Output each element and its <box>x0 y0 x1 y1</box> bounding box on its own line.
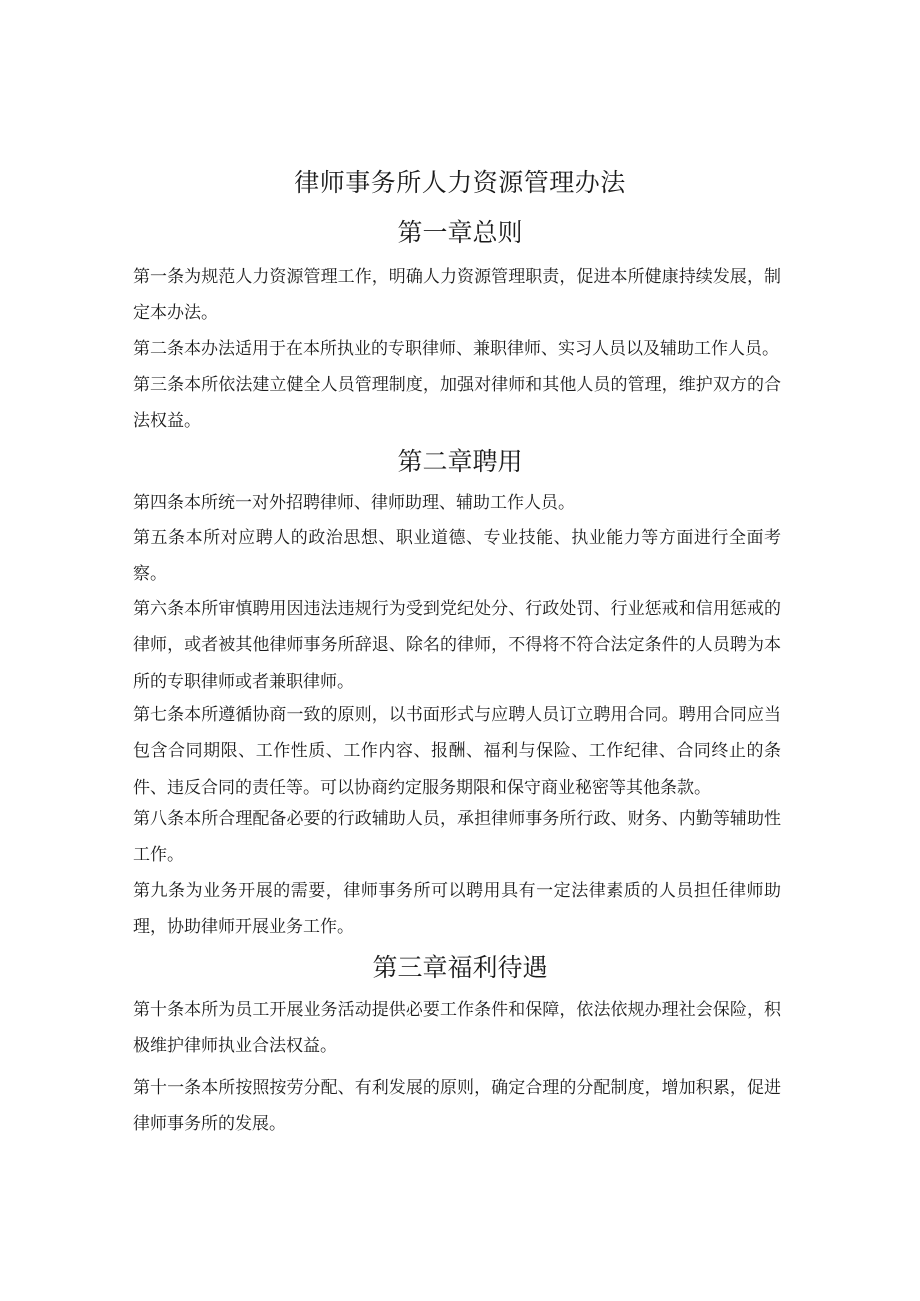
document-title: 律师事务所人力资源管理办法 <box>294 168 626 197</box>
article-paragraph: 第五条本所对应聘人的政治思想、职业道德、专业技能、执业能力等方面进行全面考察。 <box>133 528 781 585</box>
article-paragraph: 第六条本所审慎聘用因违法违规行为受到党纪处分、行政处罚、行业惩戒和信用惩戒的律师，或者被其他律师事务所辞退、除名的律师，不得将不符合法定条件的人员聘为本所的专职律师或者兼职律师。 <box>133 599 781 692</box>
article-paragraph: 第七条本所遵循协商一致的原则，以书面形式与应聘人员订立聘用合同。聘用合同应当包含合同期限、工作性质、工作内容、报酬、福利与保险、工作纪律、合同终止的条件、违反合同的责任等。可以协商约定服务期限和保守商业秘密等其他条款。 <box>133 705 781 798</box>
article-paragraph: 第三条本所依法建立健全人员管理制度，加强对律师和其他人员的管理，维护双方的合法权益。 <box>133 375 781 432</box>
article-paragraph: 第一条为规范人力资源管理工作，明确人力资源管理职责，促进本所健康持续发展，制定本办法。 <box>133 267 781 324</box>
chapter-heading: 第三章福利待遇 <box>372 953 548 982</box>
article-paragraph: 第二条本办法适用于在本所执业的专职律师、兼职律师、实习人员以及辅助工作人员。 <box>133 339 779 359</box>
chapter-heading: 第二章聘用 <box>397 447 523 476</box>
article-paragraph: 第四条本所统一对外招聘律师、律师助理、辅助工作人员。 <box>133 493 575 513</box>
article-paragraph: 第十一条本所按照按劳分配、有利发展的原则，确定合理的分配制度，增加积累，促进律师事务所的发展。 <box>133 1078 781 1135</box>
article-paragraph: 第八条本所合理配备必要的行政辅助人员，承担律师事务所行政、财务、内勤等辅助性工作。 <box>133 809 781 866</box>
article-paragraph: 第十条本所为员工开展业务活动提供必要工作条件和保障，依法依规办理社会保险，积极维护律师执业合法权益。 <box>133 1000 781 1057</box>
chapter-heading: 第一章总则 <box>397 218 523 247</box>
article-paragraph: 第九条为业务开展的需要，律师事务所可以聘用具有一定法律素质的人员担任律师助理，协助律师开展业务工作。 <box>133 881 781 938</box>
